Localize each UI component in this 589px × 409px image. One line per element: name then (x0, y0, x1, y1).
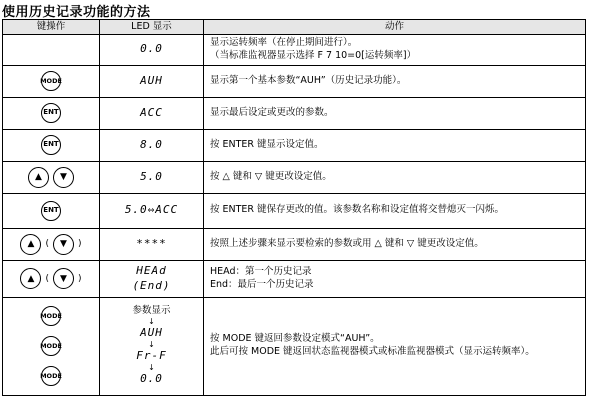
led-cell (100, 193, 204, 228)
led-cell (100, 129, 204, 161)
action-cell (204, 35, 586, 66)
param-display-label: 参数显示 (132, 305, 171, 317)
header-key-operation: 键操作 (3, 20, 100, 35)
up-key-icon: ▲ (20, 234, 41, 255)
led-value: 5.0⇔ACC (124, 203, 179, 217)
led-cell (100, 297, 204, 395)
key-cell (3, 129, 100, 161)
led-value: Fr-F (136, 349, 167, 363)
ent-key-icon: ENT (41, 201, 61, 221)
mode-key-icon: MODE (41, 306, 61, 326)
paren-open: ( (45, 239, 49, 250)
up-key-icon: ▲ (20, 268, 41, 289)
action-cell (204, 297, 586, 395)
table-header-row (3, 20, 586, 35)
action-text: 按照上述步骤来显示要检索的参数或用 △ 键和 ▽ 键更改设定值。 (210, 237, 484, 249)
down-arrow-icon: ↓ (148, 362, 155, 372)
action-text: 按 ENTER 键保存更改的值。该参数名称和设定值将交替熄灭一闪烁。 (210, 204, 505, 216)
key-cell (3, 97, 100, 129)
up-key-icon: ▲ (28, 167, 49, 188)
key-cell (3, 193, 100, 228)
table-row (3, 97, 586, 129)
action-cell (204, 193, 586, 228)
table-row (3, 193, 586, 228)
table-row (3, 129, 586, 161)
led-value: AUH (140, 326, 163, 340)
action-text: End：最后一个历史记录 (210, 278, 314, 290)
down-key-icon: ▼ (53, 167, 74, 188)
led-value-alt: (End) (132, 278, 171, 292)
led-value: **** (136, 236, 167, 250)
ent-key-icon: ENT (41, 103, 61, 123)
led-value: HEAd (136, 263, 167, 277)
history-function-table (2, 19, 586, 396)
down-key-icon: ▼ (53, 268, 74, 289)
header-led-display: LED 显示 (100, 20, 204, 35)
action-text: （当标准监视器显示选择 F 7 10=0[运转频率]） (210, 49, 417, 61)
led-cell (100, 228, 204, 260)
led-value: 8.0 (140, 137, 163, 151)
key-cell (3, 260, 100, 297)
led-value: 5.0 (140, 169, 163, 183)
action-cell (204, 129, 586, 161)
led-cell (100, 35, 204, 66)
table-row (3, 260, 586, 297)
action-cell (204, 228, 586, 260)
action-cell (204, 161, 586, 193)
action-cell (204, 97, 586, 129)
key-cell (3, 297, 100, 395)
key-cell (3, 65, 100, 97)
led-value: 0.0 (140, 42, 163, 56)
key-cell (3, 35, 100, 66)
action-text: 按 MODE 键返回参数设定模式“AUH”。 (210, 333, 380, 345)
led-cell (100, 161, 204, 193)
key-cell (3, 161, 100, 193)
action-text: 显示最后设定或更改的参数。 (210, 106, 334, 118)
action-text: 显示运转频率（在停止期间进行）。 (210, 37, 358, 48)
mode-key-icon: MODE (41, 336, 61, 356)
down-key-icon: ▼ (53, 234, 74, 255)
table-row (3, 297, 586, 395)
paren-close: ) (78, 273, 82, 284)
led-value: 0.0 (140, 371, 163, 385)
led-cell (100, 260, 204, 297)
table-row (3, 161, 586, 193)
table-row (3, 65, 586, 97)
action-cell (204, 65, 586, 97)
action-text: 按 △ 键和 ▽ 键更改设定值。 (210, 170, 332, 182)
down-arrow-icon: ↓ (148, 317, 155, 327)
down-arrow-icon: ↓ (148, 340, 155, 350)
header-action: 动作 (204, 20, 586, 35)
table-row (3, 35, 586, 66)
mode-key-icon: MODE (41, 366, 61, 386)
ent-key-icon: ENT (41, 135, 61, 155)
mode-key-icon: MODE (41, 71, 61, 91)
paren-open: ( (45, 273, 49, 284)
action-text: 此后可按 MODE 键返回状态监视器模式或标准监视器模式（显示运转频率）。 (210, 346, 535, 358)
paren-close: ) (78, 239, 82, 250)
led-value: AUH (140, 73, 163, 87)
action-text: 显示第一个基本参数“AUH”（历史记录功能）。 (210, 74, 407, 86)
action-text: HEAd：第一个历史记录 (210, 265, 312, 277)
action-cell (204, 260, 586, 297)
key-cell (3, 228, 100, 260)
led-cell (100, 65, 204, 97)
page-title: 使用历史记录功能的方法 (2, 5, 151, 20)
led-cell (100, 97, 204, 129)
led-value: ACC (140, 105, 163, 119)
action-text: 按 ENTER 键显示设定值。 (210, 138, 324, 150)
table-row (3, 228, 586, 260)
